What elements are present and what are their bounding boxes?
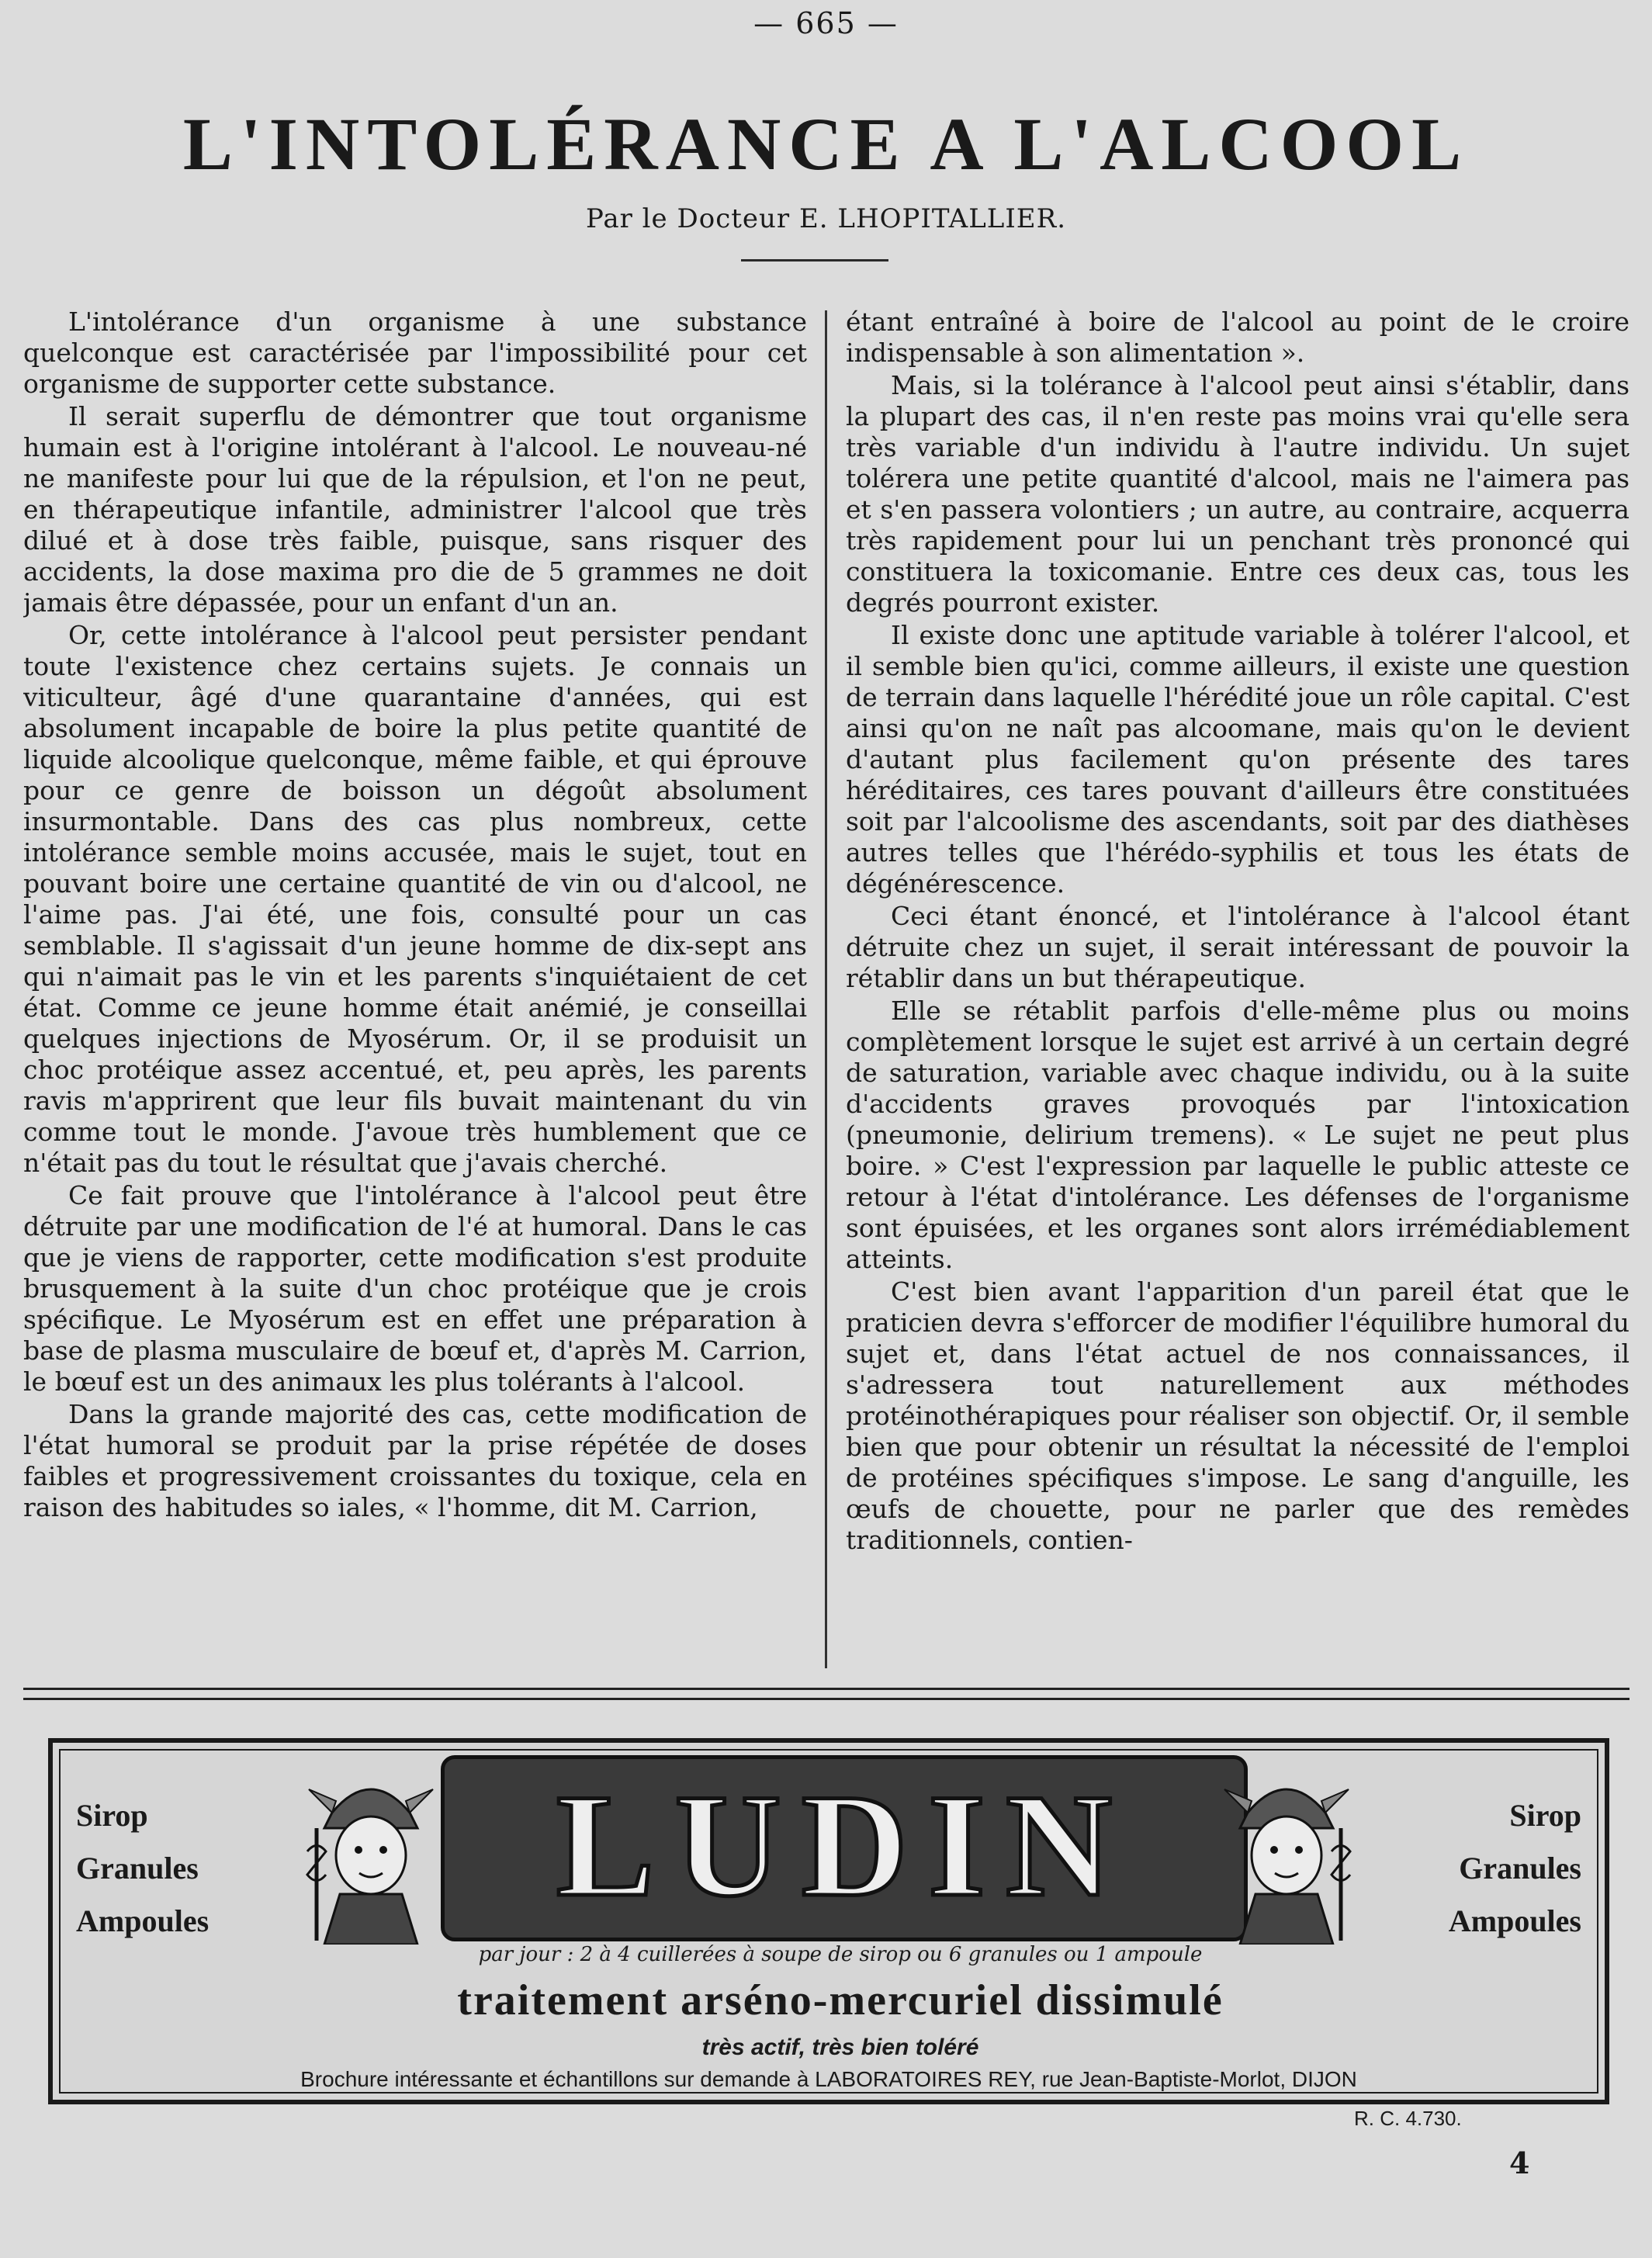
paragraph: Mais, si la tolérance à l'alcool peut ainsi s'établir, dans la plupart des cas, il n'en reste pas moins vrai qu'elle sera très variable d'un individu à l'autre individu. Un sujet tolérera une petite quantité d'alcool, mais ne l'aimera pas et s'en passera volontiers ; un autre, au contraire, acquerra très rapidement pour lui un penchant très prononcé qui constituera la toxicomanie. Entre ces deux cas, tous les degrés pourront exister. [846,370,1629,618]
title-divider [741,259,888,261]
paragraph: L'intolérance d'un organisme à une substance quelconque est caractérisée par l'impossibilité pour cet organisme de supporter cette substance. [23,306,807,399]
ad-treatment: traitement arséno-mercuriel dissimulé [457,1976,1224,2024]
left-column [23,306,807,1672]
paragraph: C'est bien avant l'apparition d'un pareil état que le praticien devra s'efforcer de modifier l'équilibre humoral du sujet et, dans l'état actuel de nos connaissances, il s'adressera tout naturellement aux méthodes protéinothérapiques pour réaliser son objectif. Or, il semble bien que pour obtenir un résultat la nécessité de l'emploi de protéines spécifiques s'impose. Le sang d'anguille, les œufs de chouette, pour ne parler que des remèdes traditionnels, contien- [846,1276,1629,1555]
advertisement-divider [23,1688,1629,1700]
article-title: L'INTOLÉRANCE A L'ALCOOL [182,102,1470,185]
paragraph: Il serait superflu de démontrer que tout organisme humain est à l'origine intolérant à l'alcool. Le nouveau-né ne manifeste pour lui que de la répulsion, et l'on ne peut, en thérapeutique infantile, administrer l'alcool que très dilué et à dose très faible, puisque, sans risquer des accidents, la dose maxima pro die de 5 grammes ne doit jamais être dépassée, pour un enfant d'un an. [23,401,807,618]
brand-name: LUDIN [556,1764,1133,1927]
ad-form-label: Sirop [1509,1798,1581,1833]
paragraph: Dans la grande majorité des cas, cette modification de l'état humoral se produit par la prise répétée de doses faibles et progressivement croissantes du toxique, cela en raison des habitudes so iales, « l'homme, dit M. Carrion, [23,1399,807,1522]
paragraph: Ceci étant énoncé, et l'intolérance à l'alcool étant détruite chez un sujet, il serait intéressant de pouvoir la rétablir dans un but thérapeutique. [846,901,1629,993]
ad-form-label: Granules [76,1851,199,1886]
page-number: — 665 — [753,6,899,40]
ad-forms-left [76,1789,301,1948]
ad-dosage: par jour : 2 à 4 cuillerées à soupe de sirop ou 6 granules ou 1 ampoule [478,1943,1203,1966]
ad-form-label: Ampoules [76,1903,210,1938]
ad-form-label: Sirop [76,1798,148,1833]
ad-frame [59,1749,1598,2093]
mercury-mascot-icon [301,1766,441,1945]
right-column [846,306,1629,1672]
ad-forms-right [1356,1789,1581,1948]
paragraph: Ce fait prouve que l'intolérance à l'alcool peut être détruite par une modification de l'é at humoral. Dans le cas que je viens de rapporter, cette modification s'est produite brusquement à la suite d'un choc protéique que je crois spécifique. Le Myosérum est en effet une préparation à base de plasma musculaire de bœuf et, d'après M. Carrion, le bœuf est un des animaux les plus tolérants à l'alcool. [23,1180,807,1397]
advertisement [48,1738,1609,2104]
paragraph: Il existe donc une aptitude variable à tolérer l'alcool, et il semble bien qu'ici, comme ailleurs, il existe une question de terrain dans laquelle l'hérédité joue un rôle capital. C'est ainsi qu'on ne naît pas alcoomane, mais qu'on le devient d'autant plus facilement qu'on présente des tares héréditaires, ces tares pouvant d'ailleurs être constituées soit par l'alcoolisme des ascendants, soit par des diathèses autres telles que l'hérédo-syphilis et tous les états de dégénérescence. [846,620,1629,899]
paragraph: Elle se rétablit parfois d'elle-même plus ou moins complètement lorsque le sujet est arrivé à un certain degré de saturation, variable avec chaque individu, ou à la suite d'accidents graves provoqués par l'intoxication (pneumonie, delirium tremens). « Le sujet ne peut plus boire. » C'est l'expression par laquelle le public atteste ce retour à l'état d'intolérance. Les défenses de l'organisme sont épuisées, et les organes sont alors irrémédiablement atteints. [846,996,1629,1274]
paragraph: étant entraîné à boire de l'alcool au point de le croire indispensable à son alimentation ». [846,306,1629,368]
ad-form-label: Ampoules [1448,1903,1581,1938]
ad-form-label: Granules [1459,1851,1581,1886]
ad-tolerance: très actif, très bien toléré [701,2035,979,2060]
author-byline: Par le Docteur E. LHOPITALLIER. [585,203,1067,234]
column-divider [825,310,827,1668]
registry-number: R. C. 4.730. [1354,2107,1462,2130]
paragraph: Or, cette intolérance à l'alcool peut persister pendant toute l'existence chez certains sujets. Je connais un viticulteur, âgé d'une quarantaine d'années, qui est absolument incapable de boire la plus petite quantité de liquide alcoolique quelconque, même faible, et qui éprouve pour ce genre de boisson un dégoût absolument insurmontable. Dans des cas plus nombreux, cette intolérance semble moins accusée, mais le sujet, tout en pouvant boire une certaine quantité de vin ou d'alcool, ne l'aime pas. J'ai été, une fois, consulté pour un cas semblable. Il s'agissait d'un jeune homme de dix-sept ans qui n'aimait pas le vin et les parents s'inquiétaient de cet état. Comme ce jeune homme était anémié, je conseillai quelques injections de Myosérum. Or, il se produisit un choc protéique assez accentué, et, peu après, les parents ravis m'apprirent que leur fils buvait maintenant du vin comme tout le monde. J'avoue très humblement que ce n'était pas du tout le résultat que j'avais cherché. [23,620,807,1178]
brand-banner [441,1755,1248,1941]
ad-brochure: Brochure intéressante et échantillons sur demande à LABORATOIRES REY, rue Jean-Baptiste-Morlot, DIJON [300,2067,1357,2091]
mercury-mascot-icon [1217,1766,1356,1945]
folio-number: 4 [1509,2145,1530,2180]
